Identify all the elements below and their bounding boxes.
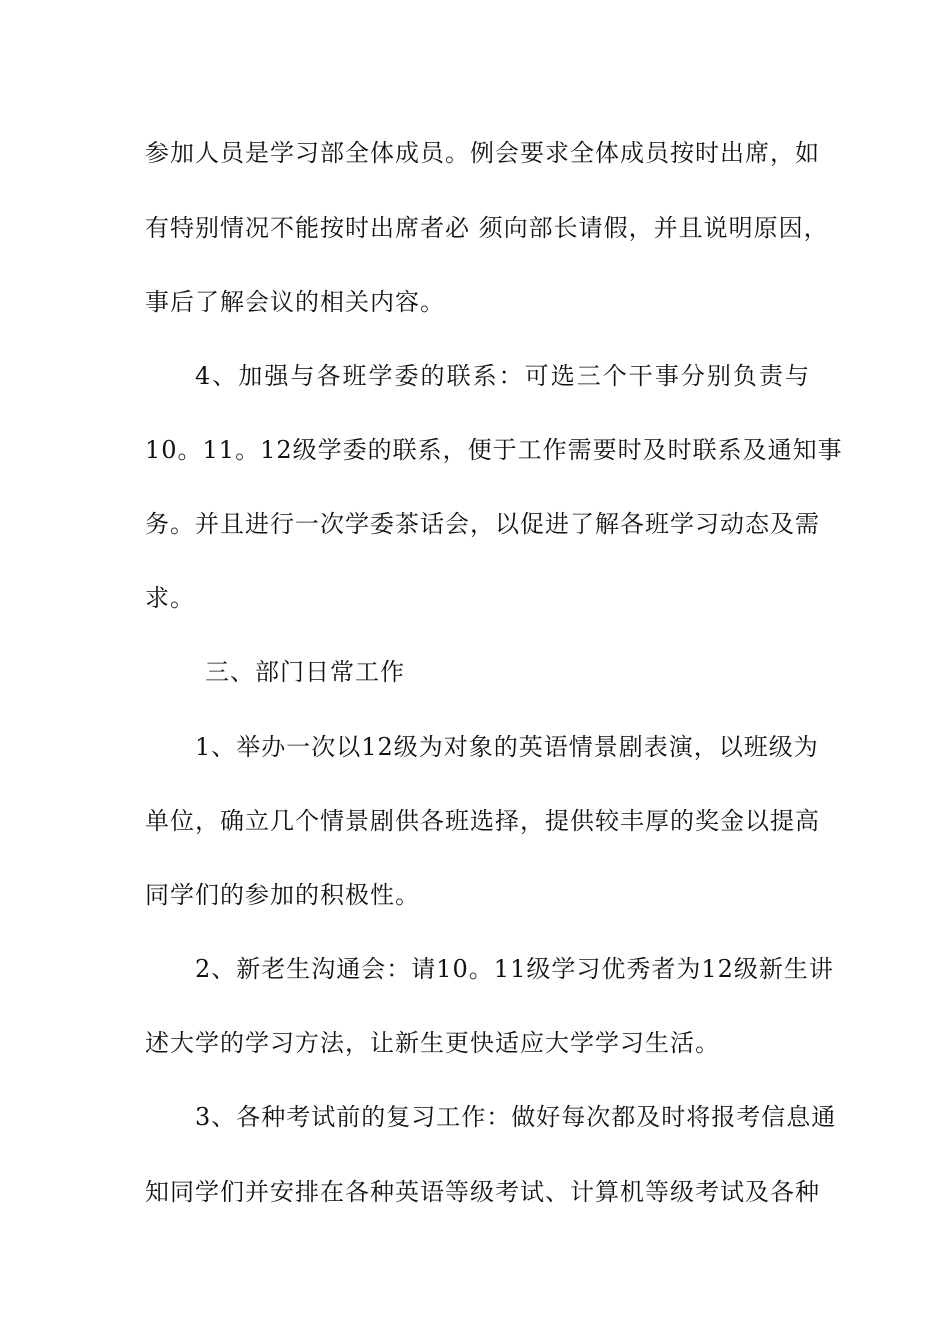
paragraph-line: 事后了解会议的相关内容。 [145, 288, 445, 316]
paragraph-line: 1、举办一次以12级为对象的英语情景剧表演，以班级为 [195, 733, 819, 761]
paragraph-line: 求。 [145, 584, 195, 612]
paragraph-line: 3、各种考试前的复习工作：做好每次都及时将报考信息通 [195, 1103, 837, 1131]
paragraph-line: 参加人员是学习部全体成员。例会要求全体成员按时出席，如 [145, 139, 820, 167]
paragraph-line: 有特别情况不能按时出席者必 须向部长请假，并且说明原因， [145, 214, 829, 242]
paragraph-line: 同学们的参加的积极性。 [145, 881, 420, 909]
paragraph-line: 务。并且进行一次学委茶话会，以促进了解各班学习动态及需 [145, 510, 820, 538]
paragraph-line: 2、新老生沟通会：请10。11级学习优秀者为12级新生讲 [195, 955, 834, 983]
paragraph-line: 述大学的学习方法，让新生更快适应大学学习生活。 [145, 1029, 720, 1057]
paragraph-line: 知同学们并安排在各种英语等级考试、计算机等级考试及各种 [145, 1178, 820, 1206]
paragraph-line: 单位，确立几个情景剧供各班选择，提供较丰厚的奖金以提高 [145, 807, 820, 835]
paragraph-line: 4、加强与各班学委的联系：可选三个干事分别负责与 [195, 362, 810, 390]
paragraph-line: 10。11。12级学委的联系，便于工作需要时及时联系及通知事 [145, 436, 843, 464]
section-heading: 三、部门日常工作 [205, 658, 405, 686]
